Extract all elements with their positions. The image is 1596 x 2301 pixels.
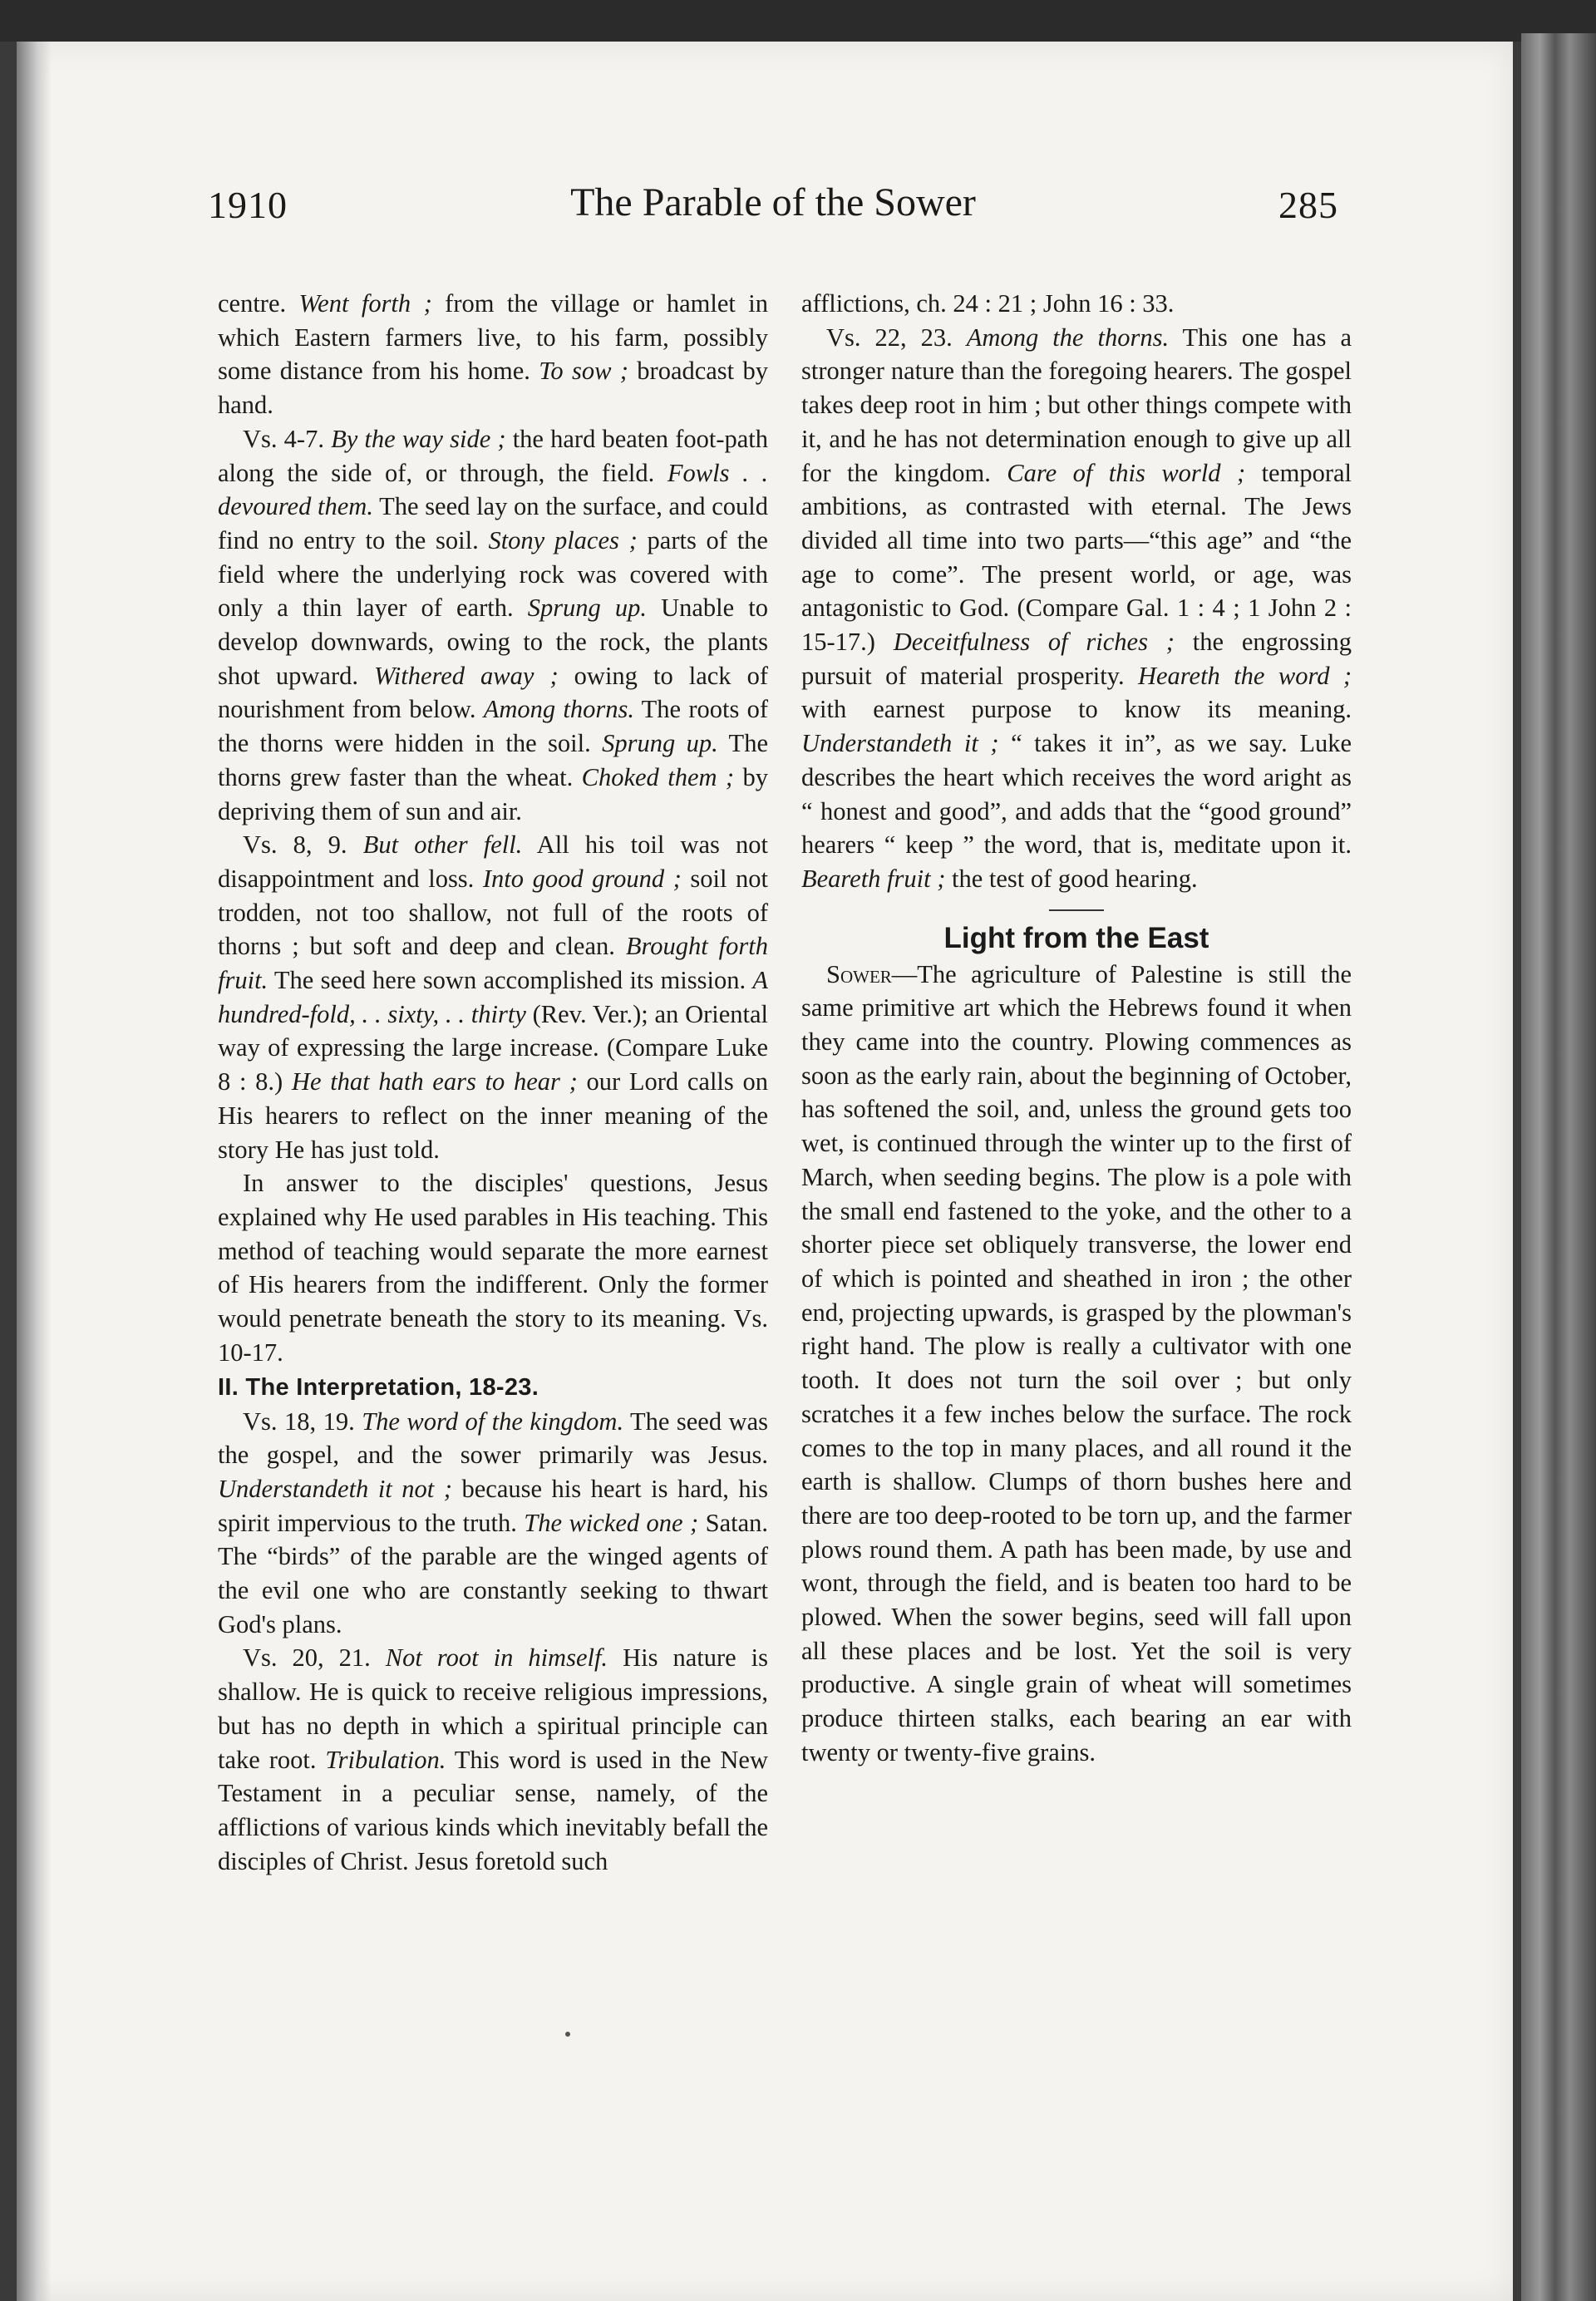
- book-page-edges: [1521, 33, 1596, 2301]
- header-year: 1910: [208, 184, 288, 226]
- section-heading-light-from-the-east: Light from the East: [943, 921, 1209, 954]
- page-number: 285: [1278, 184, 1338, 226]
- paragraph-disciples-questions: In answer to the disciples' questions, Jesus explained why He used parables in His teaching. This method of teaching would separate the more earnest of His hearers from the indifferent. Only the former would penetrate beneath the story to its meaning. Vs. 10-17.: [218, 1169, 768, 1367]
- header-title: The Parable of the Sower: [570, 180, 976, 224]
- section-heading-interpretation: II. The Interpretation, 18-23.: [218, 1373, 539, 1401]
- paragraph-vs-8-9: Vs. 8, 9. But other fell. All his toil was not disappointment and loss. Into good ground ; soil not trodden, not too shallow, not full of the roots of thorns ; but soft and deep and clean. Brought forth fruit. The seed here sown accomplished its mission. A hundred-fold, . . sixty, . . thirty (Rev. Ver.); an Oriental way of expressing the large increase. (Compare Luke 8 : 8.) He that hath ears to hear ; our Lord calls on His hearers to reflect on the inner meaning of the story He has just told.: [218, 830, 768, 1164]
- paragraph-vs-20-21: Vs. 20, 21. Not root in himself. His nature is shallow. He is quick to receive religious impressions, but has no depth in which a spiritual principle can take root. Tribulation. This word is used in the New Testament in a peculiar sense, namely, of the afflictions of various kinds which inevitably befall the disciples of Christ. Jesus foretold such: [218, 1643, 769, 1875]
- paragraph-went-forth: centre. Went forth ; from the village or hamlet in which Eastern farmers live, to his farm, possibly some distance from his home. To sow ; broadcast by hand.: [218, 289, 768, 420]
- paragraph-vs-4-7: Vs. 4-7. By the way side ; the hard beaten foot-path along the side of, or through, the field. Fowls . . devoured them. The seed lay on the surface, and could find no entry to the soil. Stony places ; parts of the field where the underlying rock was covered with only a thin layer of earth. Sprung up. Unable to develop downwards, owing to the rock, the plants shot upward. Withered away ; owing to lack of nourishment from below. Among thorns. The roots of the thorns were hidden in the soil. Sprung up. The thorns grew faster than the wheat. Choked them ; by depriving them of sun and air.: [218, 424, 769, 825]
- section-divider: [1049, 909, 1104, 911]
- paragraph-vs-18-19: Vs. 18, 19. The word of the kingdom. The seed was the gospel, and the sower primarily was Jesus. Understandeth it not ; because his heart is hard, his spirit impervious to the truth. The wicked one ; Satan. The “birds” of the parable are the winged agents of the evil one who are constantly seeking to thwart God's plans.: [218, 1407, 768, 1638]
- running-header: [208, 175, 1338, 241]
- ink-speck: [565, 2032, 570, 2037]
- gutter-shadow: [17, 42, 52, 2301]
- left-column: [218, 287, 768, 1878]
- paragraph-afflictions: afflictions, ch. 24 : 21 ; John 16 : 33.: [801, 289, 1175, 318]
- right-column: [801, 287, 1352, 1770]
- scan-border-top: [0, 0, 1596, 42]
- paragraph-vs-22-23: Vs. 22, 23. Among the thorns. This one has a stronger nature than the foregoing hearers. The gospel takes deep root in him ; but other things compete with it, and he has not determination enough to give up all for the kingdom. Care of this world ; temporal ambitions, as contrasted with eternal. The Jews divided all time into two parts—“this age” and “the age to come”. The present world, or age, was antagonistic to God. (Compare Gal. 1 : 4 ; 1 John 2 : 15-17.) Deceitfulness of riches ; the engrossing pursuit of material prosperity. Heareth the word ; with earnest purpose to know its meaning. Understandeth it ; “ takes it in”, as we say. Luke describes the heart which receives the word aright as “ honest and good”, and adds that the “good ground” hearers “ keep ” the word, that is, meditate upon it. Beareth fruit ; the test of good hearing.: [801, 323, 1352, 893]
- paragraph-sower: Sower—The agriculture of Palestine is still the same primitive art which the Hebrews found it when they came into the country. Plowing commences as soon as the early rain, about the beginning of October, has softened the soil, and, unless the ground gets too wet, is continued through the winter up to the first of March, when seeding begins. The plow is a pole with the small end fastened to the yoke, and the other to a shorter piece set obliquely transverse, the lower end of which is pointed and sheathed in iron ; the other end, projecting upwards, is grasped by the plowman's right hand. The plow is really a cultivator with one tooth. It does not turn the soil over ; but only scratches it a few inches below the surface. The rock comes to the top in many places, and all round it the earth is shallow. Clumps of thorn bushes here and there are too deep-rooted to be torn up, and the farmer plows round them. A path has been made, by use and wont, through the field, and is beaten too hard to be plowed. When the sower begins, seed will fall upon all these places and be lost. Yet the soil is very productive. A single grain of wheat will sometimes produce thirteen stalks, each bearing an ear with twenty or twenty-five grains.: [801, 959, 1352, 1766]
